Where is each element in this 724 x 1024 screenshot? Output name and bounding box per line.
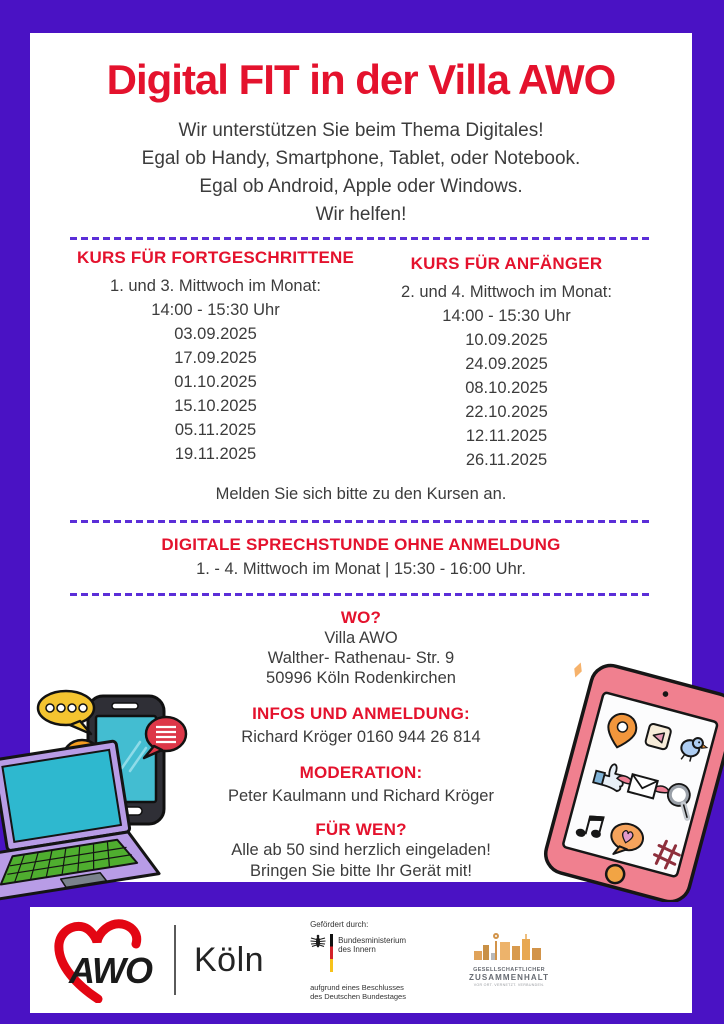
intro-line: Wir unterstützen Sie beim Thema Digitales! xyxy=(178,120,544,141)
program-name-line: ZUSAMMENHALT xyxy=(468,973,550,982)
footer xyxy=(30,907,692,1013)
chat-bubble-icon xyxy=(38,691,94,734)
course-advanced-time: 14:00 - 15:30 Uhr xyxy=(151,301,280,319)
audience-heading: FÜR WEN? xyxy=(315,820,407,839)
register-note: Melden Sie sich bitte zu den Kursen an. xyxy=(215,485,507,503)
sparkle-icon xyxy=(572,661,585,679)
course-date: 05.11.2025 xyxy=(174,421,257,439)
audience-line: Bringen Sie bitte Ihr Gerät mit! xyxy=(250,862,472,880)
audience-line: Alle ab 50 sind herzlich eingeladen! xyxy=(231,841,491,859)
course-advanced-schedule: 1. und 3. Mittwoch im Monat: xyxy=(110,277,321,295)
ministry-logo-block xyxy=(310,920,442,1001)
tablet-illustration xyxy=(538,650,724,902)
course-date: 10.09.2025 xyxy=(465,331,548,349)
page-title: Digital FIT in der Villa AWO xyxy=(106,56,616,103)
course-advanced-heading: KURS FÜR FORTGESCHRITTENE xyxy=(77,248,354,267)
course-date: 26.11.2025 xyxy=(465,451,548,469)
ministry-logo xyxy=(310,934,442,972)
course-date: 17.09.2025 xyxy=(174,349,257,367)
location-city: 50996 Köln Rodenkirchen xyxy=(266,669,456,687)
course-date: 22.10.2025 xyxy=(465,403,548,421)
location-heading: WO? xyxy=(340,608,382,627)
laptop-phone-illustration xyxy=(0,676,209,911)
moderation-heading: MODERATION: xyxy=(299,763,423,782)
intro-text xyxy=(30,117,692,229)
funding-note xyxy=(310,983,442,1001)
program-logo-block xyxy=(466,933,552,987)
course-date: 01.10.2025 xyxy=(174,373,257,391)
federal-eagle-icon xyxy=(310,934,326,950)
ministry-name-line: des Innern xyxy=(338,945,376,954)
moderation-value: Peter Kaulmann und Richard Kröger xyxy=(228,787,494,805)
funding-label: Gefördert durch: xyxy=(310,919,369,929)
contact-heading: INFOS UND ANMELDUNG: xyxy=(252,704,470,723)
photo-app-icon xyxy=(645,723,672,750)
footer-divider xyxy=(174,925,176,995)
dashed-divider xyxy=(70,593,652,596)
funding-note-line: aufgrund eines Beschlusses xyxy=(310,982,404,992)
course-beginner-time: 14:00 - 15:30 Uhr xyxy=(442,307,571,325)
course-beginner-schedule: 2. und 4. Mittwoch im Monat: xyxy=(401,283,612,301)
awo-logo xyxy=(52,917,164,1003)
ministry-name-line: Bundesministerium xyxy=(338,935,407,945)
contact-value: Richard Kröger 0160 944 26 814 xyxy=(241,728,481,746)
course-date: 08.10.2025 xyxy=(465,379,548,397)
flag-bar-icon xyxy=(330,934,333,972)
course-date: 15.10.2025 xyxy=(174,397,257,415)
course-advanced xyxy=(70,248,361,472)
dashed-divider xyxy=(70,520,652,523)
office-hours-schedule: 1. - 4. Mittwoch im Monat | 15:30 - 16:00 Uhr. xyxy=(196,560,526,578)
location-name: Villa AWO xyxy=(324,629,398,647)
course-beginner xyxy=(361,248,652,472)
course-date: 03.09.2025 xyxy=(174,325,257,343)
intro-line: Egal ob Android, Apple oder Windows. xyxy=(199,176,523,197)
course-beginner-heading: KURS FÜR ANFÄNGER xyxy=(410,254,603,273)
office-hours-heading: DIGITALE SPRECHSTUNDE OHNE ANMELDUNG xyxy=(161,535,561,554)
course-date: 19.11.2025 xyxy=(174,445,257,463)
funding-note-line: des Deutschen Bundestages xyxy=(310,991,406,1001)
awo-logo-text: AWO xyxy=(69,950,152,991)
message-bubble-icon xyxy=(144,717,186,758)
program-name-line: GESELLSCHAFTLICHER xyxy=(473,967,546,973)
course-columns xyxy=(30,248,692,472)
skyline-icon xyxy=(472,933,546,961)
course-date: 12.11.2025 xyxy=(465,427,548,445)
intro-line: Wir helfen! xyxy=(315,204,407,225)
dashed-divider xyxy=(70,237,652,240)
ministry-name xyxy=(338,934,406,955)
intro-line: Egal ob Handy, Smartphone, Tablet, oder Notebook. xyxy=(141,148,581,169)
location-street: Walther- Rathenau- Str. 9 xyxy=(267,649,455,667)
region-label: Köln xyxy=(194,940,265,979)
program-tagline: VOR ORT. VERNETZT. VERBUNDEN. xyxy=(473,983,545,987)
course-date: 24.09.2025 xyxy=(465,355,548,373)
